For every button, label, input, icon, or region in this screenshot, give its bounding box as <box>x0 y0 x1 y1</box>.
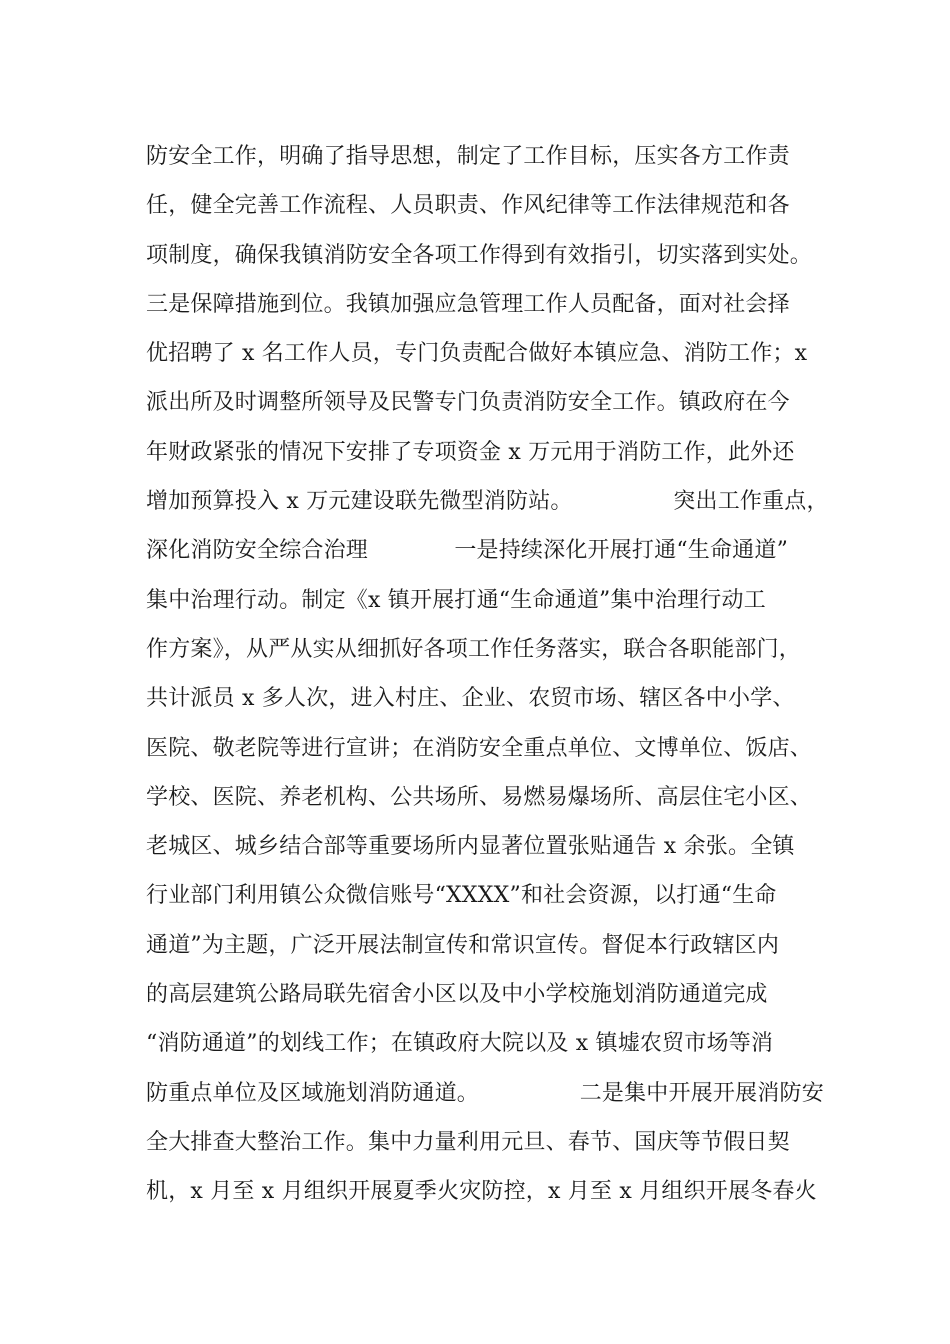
text-line: 深化消防安全综合治理 一是持续深化开展打通“生命通道” <box>146 538 789 564</box>
text-line: 任，健全完善工作流程、人员职责、作风纪律等工作法律规范和各 <box>146 193 790 219</box>
text-line: 作方案》，从严从实从细抓好各项工作任务落实，联合各职能部门， <box>146 636 802 662</box>
text-line: 的高层建筑公路局联先宿舍小区以及中小学校施划消防通道完成 <box>146 982 768 1008</box>
text-line: 机，x 月至 x 月组织开展夏季火灾防控，x 月至 x 月组织开展冬春火 <box>146 1179 817 1205</box>
text-line: 通道”为主题，广泛开展法制宣传和常识宣传。督促本行政辖区内 <box>146 932 780 958</box>
text-line: 老城区、城乡结合部等重要场所内显著位置张贴通告 x 余张。全镇 <box>146 834 795 860</box>
text-line: 防重点单位及区域施划消防通道。 二是集中开展开展消防安 <box>146 1080 824 1106</box>
text-line: 派出所及时调整所领导及民警专门负责消防安全工作。镇政府在今 <box>146 390 790 416</box>
text-line: 集中治理行动。制定《x 镇开展打通“生命通道”集中治理行动工 <box>146 587 766 613</box>
text-line: 医院、敬老院等进行宣讲；在消防安全重点单位、文博单位、饭店、 <box>146 735 813 761</box>
text-line: 防安全工作，明确了指导思想，制定了工作目标，压实各方工作责 <box>146 144 790 169</box>
text-line: 项制度，确保我镇消防安全各项工作得到有效指引，切实落到实处。 <box>146 242 813 268</box>
text-line: 三是保障措施到位。我镇加强应急管理工作人员配备，面对社会择 <box>146 291 790 317</box>
document-body <box>146 132 829 1217</box>
text-line: 学校、医院、养老机构、公共场所、易燃易爆场所、高层住宅小区、 <box>146 784 813 810</box>
text-line: 优招聘了 x 名工作人员，专门负责配合做好本镇应急、消防工作；x <box>146 341 808 367</box>
text-line: 全大排查大整治工作。集中力量利用元旦、春节、国庆等节假日契 <box>146 1129 790 1155</box>
text-line: 增加预算投入 x 万元建设联先微型消防站。 突出工作重点， <box>146 489 829 515</box>
text-line: 年财政紧张的情况下安排了专项资金 x 万元用于消防工作，此外还 <box>146 439 795 465</box>
text-line: 共计派员 x 多人次，进入村庄、企业、农贸市场、辖区各中小学、 <box>146 686 795 712</box>
text-line: 行业部门利用镇公众微信账号“XXXX”和社会资源，以打通“生命 <box>146 883 777 909</box>
text-line: “消防通道”的划线工作；在镇政府大院以及 x 镇墟农贸市场等消 <box>146 1031 774 1057</box>
